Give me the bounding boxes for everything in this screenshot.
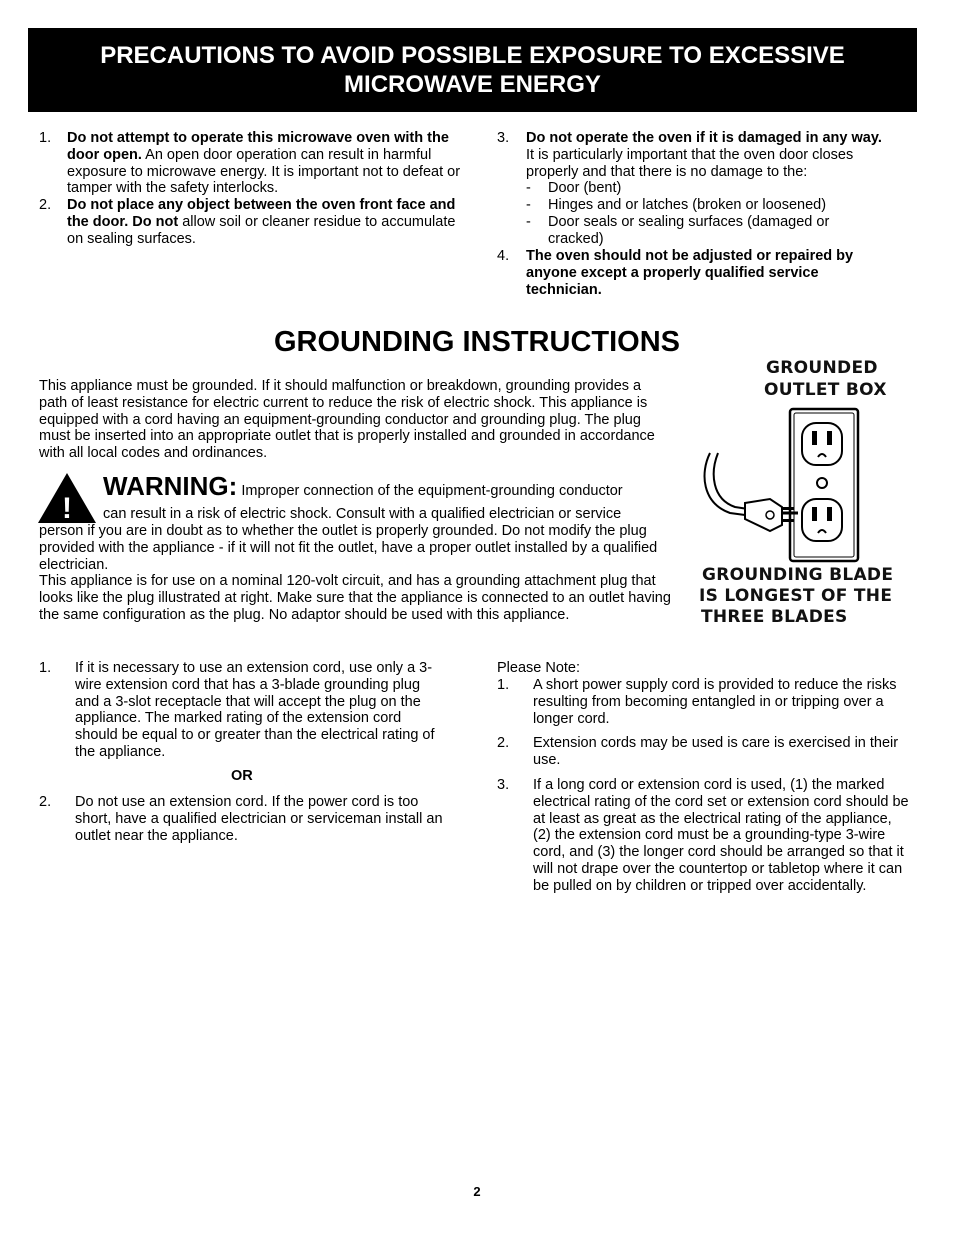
damage-list-item: - Door seals or sealing surfaces (damaged or: [526, 213, 830, 230]
banner-line-1: PRECAUTIONS TO AVOID POSSIBLE EXPOSURE TO EXCESSIVE: [100, 42, 845, 69]
warning-exclamation: !: [62, 492, 72, 524]
item-number: 2.: [497, 735, 510, 751]
figure-bottom-label-1: GROUNDING BLADE: [702, 565, 894, 585]
item-number: 1.: [39, 660, 52, 676]
damage-list-item: - Door (bent): [526, 180, 622, 197]
item-number: 2.: [39, 197, 52, 213]
outlet-and-plug-icon: [690, 403, 920, 571]
figure-bottom-label-3: THREE BLADES: [701, 607, 848, 627]
warning-triangle-icon: [37, 472, 97, 524]
item-number: 3.: [497, 130, 510, 146]
grounding-intro: This appliance must be grounded. If it should malfunction or breakdown, grounding provides a path of least resistance for electric current to reduce the risk of electric shock. This appliance is equipped with a cord having an equipment-grounding conductor and grounding plug. The plug must be inserted into an appropriate outlet that is properly installed and grounded in accordance with all local codes and ordinances.: [39, 378, 655, 462]
damage-list-item: cracked): [548, 230, 604, 247]
damage-list: [526, 180, 886, 247]
item-number: 4.: [497, 248, 510, 264]
item-text: It is particularly important that the oven door closes properly and that there is no damage to the:: [526, 146, 854, 180]
item-bold-text: Do not place any object between the oven front face and the door. Do not: [67, 197, 456, 230]
item-bold-text: Do not operate the oven if it is damaged in any way.: [526, 130, 882, 146]
figure-top-label-1: GROUNDED: [766, 358, 878, 378]
item-text: allow soil or cleaner residue to accumulate on sealing surfaces.: [67, 213, 456, 247]
item-text: An open door operation can result in harmful exposure to microwave energy. It is important not to defeat or tamper with the safety interlocks.: [67, 146, 461, 197]
damage-list-item: - Hinges and or latches (broken or loosened): [526, 197, 827, 214]
or-label: OR: [231, 768, 253, 784]
figure-bottom-label-2: IS LONGEST OF THE: [699, 586, 893, 606]
warning-text-1: Improper connection of the equipment-grounding conductor: [241, 483, 623, 499]
grounded-outlet-figure: [690, 355, 920, 635]
item-number: 3.: [497, 777, 510, 793]
circuit-paragraph: This appliance is for use on a nominal 120-volt circuit, and has a grounding attachment plug that looks like the plug illustrated at right. Make sure that the appliance is connected to an outlet having the same configuration as the plug. No adaptor should be used with this appliance.: [39, 573, 671, 623]
item-number: 1.: [497, 677, 510, 693]
page-number: 2: [473, 1184, 481, 1199]
item-bold-text: Do not attempt to operate this microwave oven with the door open.: [67, 130, 449, 163]
please-note-title: Please Note:: [497, 660, 581, 676]
item-number: 2.: [39, 794, 52, 810]
item-text: If it is necessary to use an extension cord, use only a 3-wire extension cord that has a 3-blade grounding plug and a 3-slot receptacle that will accept the plug on the appliance. The marked rating of the extension cord should be equal to or greater than the electrical rating of the appliance.: [75, 660, 435, 760]
item-text: A short power supply cord is provided to reduce the risks resulting from becoming entangled in or tripping over a longer cord.: [533, 677, 897, 727]
figure-top-label-2: OUTLET BOX: [764, 380, 887, 400]
item-text: If a long cord or extension cord is used, (1) the marked electrical rating of the cord set or extension cord should be at least as great as the electrical rating of the appliance, (2) the extension cord must be a grounding-type 3-wire cord, and (3) the longer cord should be arranged so that it will not drape over the countertop or tabletop where it can be pulled on by children or tripped over accidentally.: [533, 777, 909, 894]
item-text: Do not use an extension cord. If the power cord is too short, have a qualified electrician or serviceman install an outlet near the appliance.: [75, 794, 443, 844]
grounding-heading: GROUNDING INSTRUCTIONS: [274, 326, 680, 358]
banner-line-2: MICROWAVE ENERGY: [344, 71, 601, 98]
warning-line-1: [103, 471, 683, 501]
warning-text-rest: person if you are in doubt as to whether the outlet is properly grounded. Do not modify the plug provided with the appliance - if it will not fit the outlet, have a proper outlet installed by a qualified electrician.: [39, 523, 658, 573]
item-number: 1.: [39, 130, 52, 146]
warning-title: WARNING:: [103, 471, 238, 501]
item-text: Extension cords may be used is care is exercised in their use.: [533, 735, 899, 768]
item-bold-text: The oven should not be adjusted or repaired by anyone except a properly qualified service technician.: [526, 248, 854, 298]
section-banner: [28, 28, 917, 112]
warning-text-2: can result in a risk of electric shock. Consult with a qualified electrician or service: [103, 506, 622, 522]
